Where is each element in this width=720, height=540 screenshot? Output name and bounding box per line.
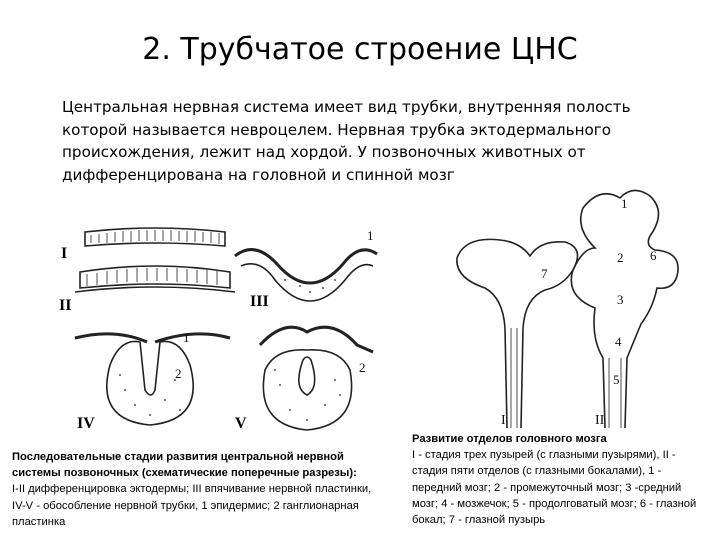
caption-left-text: I-II дифференцировка эктодермы; III впячивание нервной пластинки, IV-V - обособление нервной трубки, 1 эпидермис; 2 ганглионарная пластинка [12,483,372,528]
stage-label-ii: II [595,413,605,428]
stage-label-iv: IV [77,415,95,432]
caption-right-title: Развитие отделов головного мозга [412,433,607,445]
part-label: 1 [183,330,190,345]
stage-label-ii: II [59,297,72,314]
caption-right [412,431,707,528]
stage-label-i: I [501,413,506,428]
part-label: 2 [175,366,182,381]
body-paragraph: Центральная нервная система имеет вид трубки, внутренняя полость которой называется невроцелем. Нервная трубка эктодермального происхождения, лежит над хордой. У позвоночных животных от дифференцирована на головной и спинной мозг [62,98,631,184]
stage-iv-tube [107,341,193,425]
part-label: 7 [541,266,548,281]
part-label: 2 [359,360,366,375]
brain-vesicles-figure [445,178,695,440]
slide-title: 2. Трубчатое строение ЦНС [142,32,578,67]
part-label: 1 [367,228,374,243]
part-label: 3 [617,292,624,307]
stage-ii-outline [571,190,678,428]
stage-ii-plate [80,266,230,288]
caption-right-text: I - стадия трех пузырей (с глазными пузырями), II - стадия пяти отделов (с глазными бокалами), 1 - передний мозг; 2 - промежуточный мозг; 3 -средний мозг; 4 - мозжечок; 5 - продолговатый мозг; 6 - глазной бокал; 7 - глазной пузырь [412,449,697,527]
stage-label-v: V [235,415,247,432]
part-label: 2 [617,250,624,265]
caption-left-title: Последовательные стадии развития центральной нервной системы позвоночных (схематические поперечные разрезы): [12,451,357,480]
stage-v-tube [263,350,351,430]
part-label: 6 [650,248,657,263]
caption-left [12,449,387,530]
part-label: 4 [615,334,622,349]
stage-label-i: I [61,245,68,262]
stage-iii-groove [235,250,377,283]
stage-label-iii: III [250,293,269,310]
part-label: 1 [621,196,628,211]
neural-tube-stages-figure [55,220,390,438]
part-label: 5 [613,372,620,387]
